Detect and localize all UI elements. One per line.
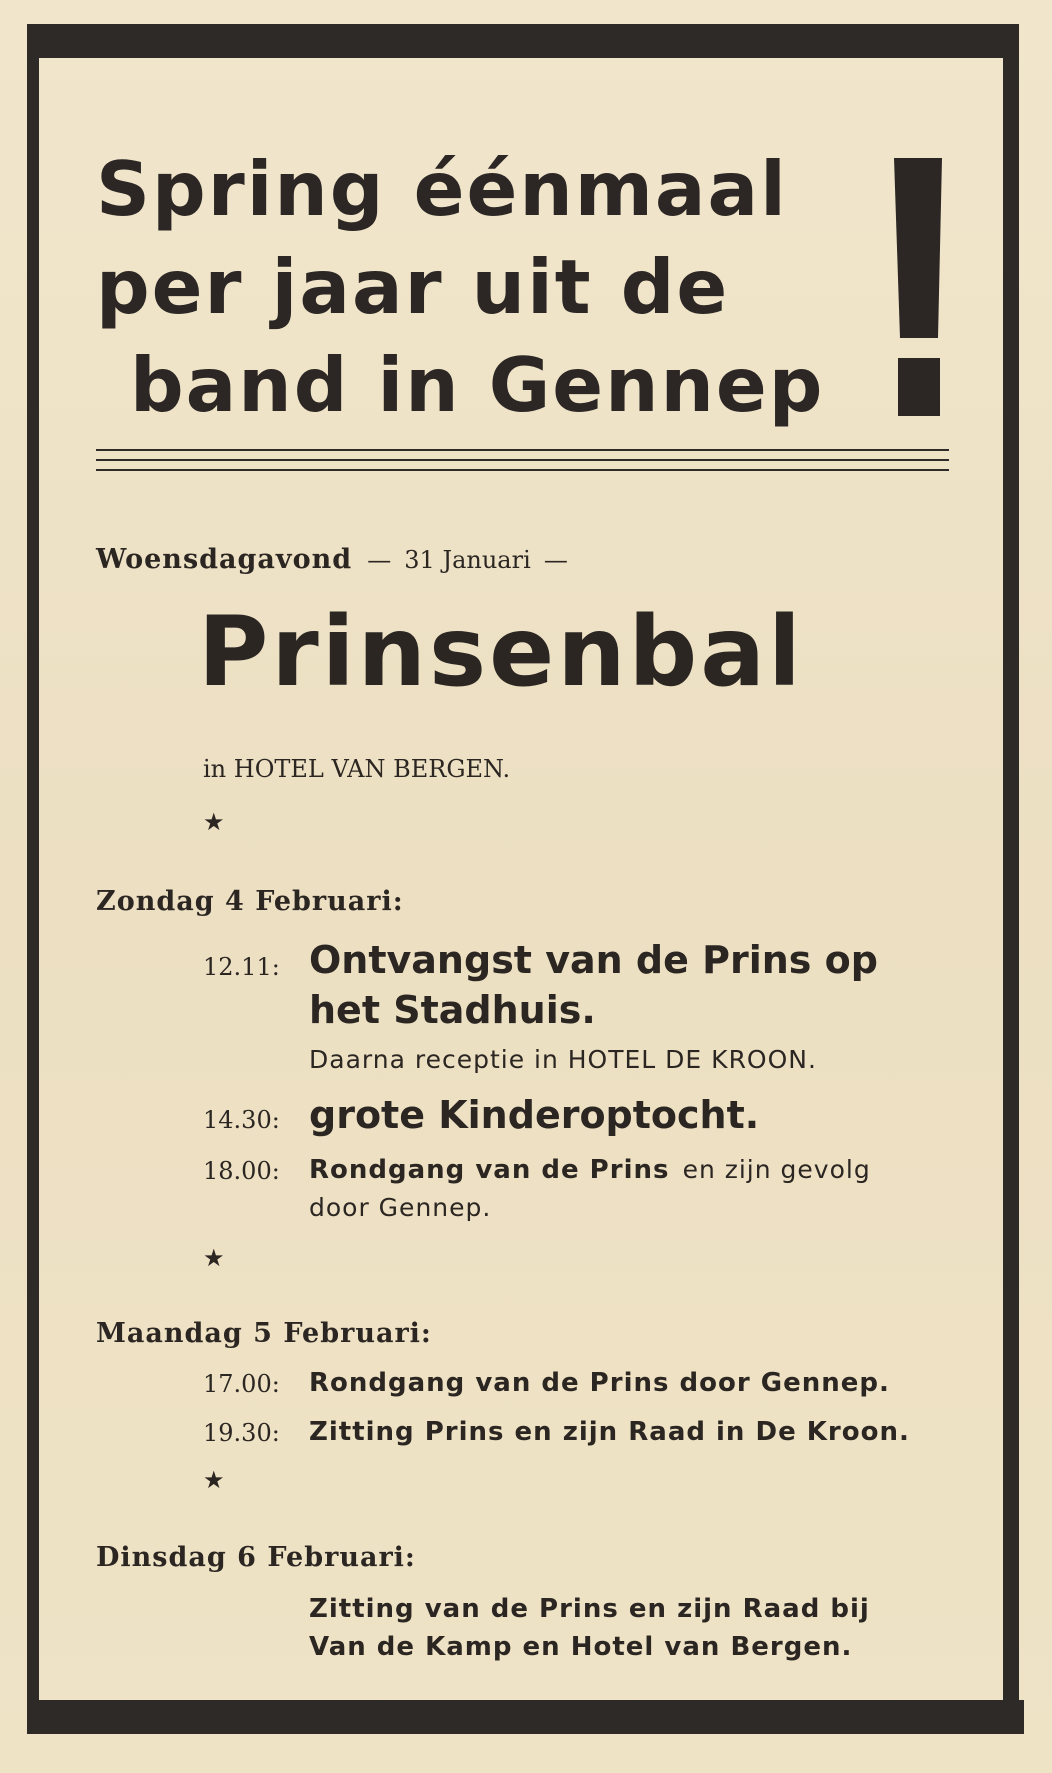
monday-heading: Maandag 5 Februari:	[96, 1318, 432, 1349]
opening-day: Woensdagavond	[96, 544, 353, 575]
exclamation-mark	[892, 158, 944, 420]
tuesday-heading: Dinsdag 6 Februari:	[96, 1542, 416, 1573]
opening-date: 31 Januari	[404, 546, 531, 574]
headline	[96, 140, 876, 434]
triple-rule-divider	[96, 449, 949, 479]
top-border-bar	[27, 24, 1019, 58]
sunday-event-3-rest: en zijn gevolg	[682, 1155, 871, 1184]
sunday-event-2: grote Kinderoptocht.	[309, 1093, 760, 1137]
sunday-event-1-line-2: het Stadhuis.	[309, 988, 596, 1032]
tuesday-line-1: Zitting van de Prins en zijn Raad bij	[309, 1594, 870, 1624]
sunday-event-1-note: Daarna receptie in HOTEL DE KROON.	[309, 1045, 817, 1074]
sunday-time-1: 12.11:	[203, 953, 280, 981]
monday-time-2: 19.30:	[203, 1419, 280, 1447]
sunday-heading: Zondag 4 Februari:	[96, 886, 404, 917]
monday-event-2: Zitting Prins en zijn Raad in De Kroon.	[309, 1417, 910, 1447]
opening-line	[96, 544, 568, 575]
headline-line-3: band in Gennep	[130, 341, 825, 429]
opening-dash-1: —	[367, 546, 392, 574]
monday-time-1: 17.00:	[203, 1370, 280, 1398]
sunday-event-1	[309, 935, 878, 1035]
star-separator-3: ★	[203, 1466, 225, 1494]
event-title-prinsenbal: Prinsenbal	[198, 596, 804, 708]
headline-line-1: Spring éénmaal	[96, 145, 788, 233]
left-border-bar	[27, 24, 39, 1734]
sunday-event-3-title: Rondgang van de Prins	[309, 1155, 670, 1185]
sunday-time-2: 14.30:	[203, 1106, 280, 1134]
star-separator-2: ★	[203, 1244, 225, 1272]
bottom-border-bar	[27, 1700, 1024, 1734]
tuesday-line-2: Van de Kamp en Hotel van Bergen.	[309, 1632, 853, 1662]
sunday-event-1-line-1: Ontvangst van de Prins op	[309, 938, 878, 982]
opening-dash-2: —	[543, 546, 568, 574]
event-location: in HOTEL VAN BERGEN.	[203, 755, 511, 783]
right-border-bar	[1003, 24, 1019, 1734]
star-separator-1: ★	[203, 808, 225, 836]
sunday-event-3	[309, 1155, 871, 1185]
monday-event-1: Rondgang van de Prins door Gennep.	[309, 1368, 890, 1398]
sunday-time-3: 18.00:	[203, 1157, 280, 1185]
headline-line-2: per jaar uit de	[96, 243, 730, 331]
sunday-event-3-line-2: door Gennep.	[309, 1193, 492, 1222]
